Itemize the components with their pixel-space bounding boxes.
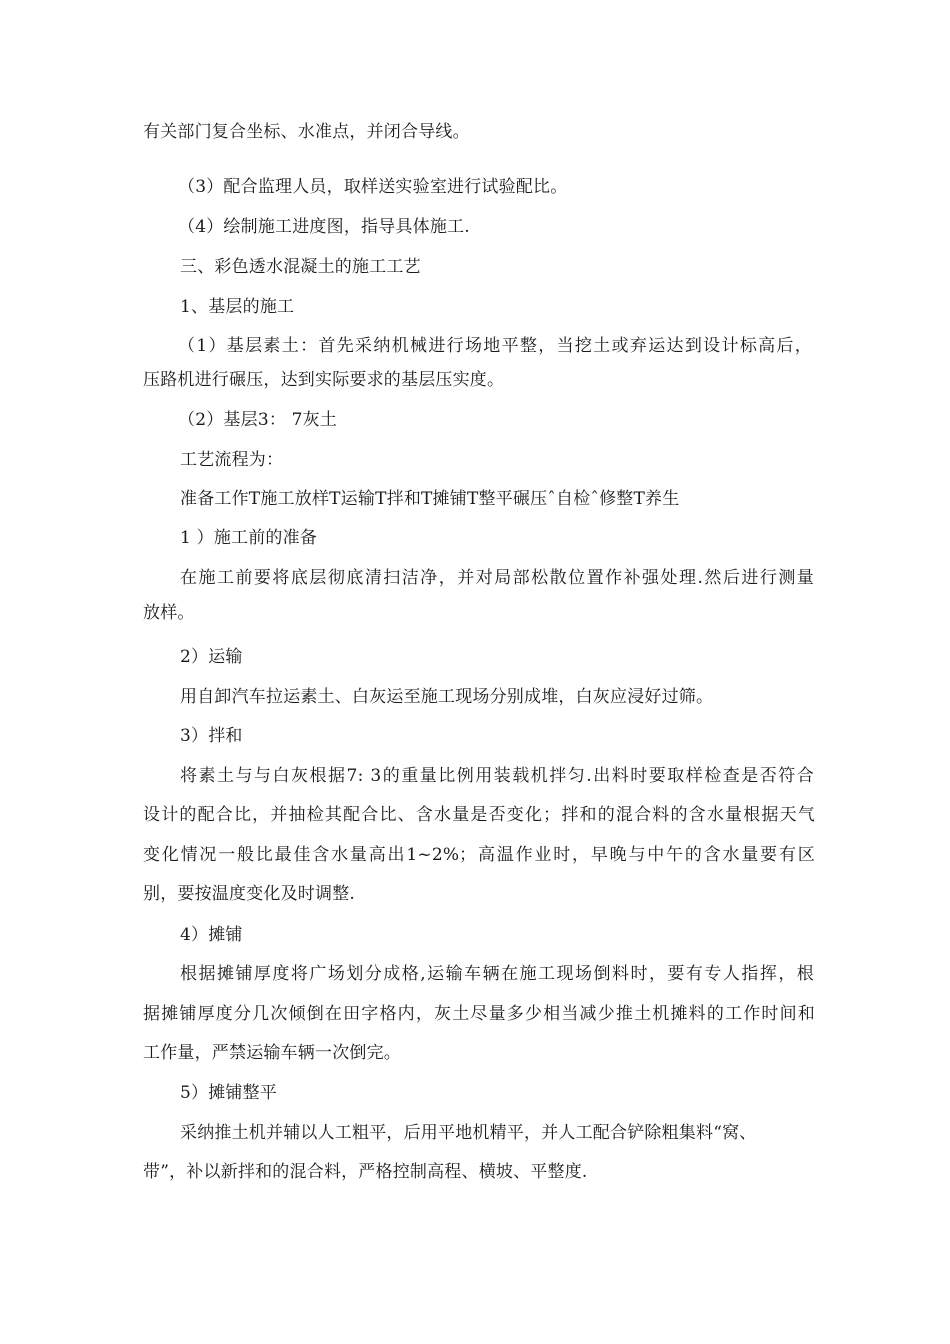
step-heading: 3）拌和 bbox=[180, 726, 243, 746]
step-heading: 5）摊铺整平 bbox=[180, 1083, 278, 1103]
paragraph-line: （1）基层素土：首先采纳机械进行场地平整，当挖土或弃运达到设计标高后， bbox=[178, 336, 812, 356]
paragraph-line: 用自卸汽车拉运素土、白灰运至施工现场分别成堆，白灰应浸好过筛。 bbox=[180, 687, 714, 707]
paragraph-line: 工艺流程为： bbox=[180, 450, 284, 470]
paragraph-line: 放样。 bbox=[143, 603, 195, 623]
paragraph-line: 有关部门复合坐标、水准点，并闭合导线。 bbox=[143, 122, 470, 142]
paragraph-line: （4）绘制施工进度图，指导具体施工. bbox=[178, 217, 470, 237]
paragraph-line: 采纳推土机并辅以人工粗平，后用平地机精平，并人工配合铲除粗集料“窝、 bbox=[180, 1123, 757, 1143]
paragraph-line: 在施工前要将底层彻底清扫洁净，并对局部松散位置作补强处理.然后进行测量 bbox=[180, 568, 814, 588]
subsection-heading: 1、基层的施工 bbox=[180, 297, 295, 317]
paragraph-line: 别，要按温度变化及时调整. bbox=[143, 884, 356, 904]
process-flow-line: 准备工作T施工放样T运输T拌和T摊铺T整平碾压ˆ自检ˆ修整T养生 bbox=[180, 489, 680, 509]
paragraph-line: （2）基层3： 7灰土 bbox=[178, 410, 338, 430]
paragraph-line: 根据摊铺厚度将广场划分成格,运输车辆在施工现场倒料时，要有专人指挥，根 bbox=[180, 964, 814, 984]
paragraph-line: 据摊铺厚度分几次倾倒在田字格内，灰土尽量多少相当减少推土机摊料的工作时间和 bbox=[143, 1004, 815, 1024]
paragraph-line: 变化情况一般比最佳含水量高出1~2%；高温作业时，早晚与中午的含水量要有区 bbox=[143, 845, 815, 865]
step-heading: 1 ）施工前的准备 bbox=[180, 528, 318, 548]
paragraph-line: 带”，补以新拌和的混合料，严格控制高程、横坡、平整度. bbox=[143, 1162, 588, 1182]
paragraph-line: 工作量，严禁运输车辆一次倒完。 bbox=[143, 1043, 401, 1063]
paragraph-line: 将素土与与白灰根据7: 3的重量比例用装载机拌匀.出料时要取样检查是否符合 bbox=[180, 766, 814, 786]
paragraph-line: 压路机进行碾压，达到实际要求的基层压实度。 bbox=[143, 370, 505, 390]
step-heading: 2）运输 bbox=[180, 647, 243, 667]
paragraph-line: 设计的配合比，并抽检其配合比、含水量是否变化；拌和的混合料的含水量根据天气 bbox=[143, 805, 815, 825]
section-heading: 三、彩色透水混凝土的施工工艺 bbox=[180, 257, 421, 277]
step-heading: 4）摊铺 bbox=[180, 925, 243, 945]
paragraph-line: （3）配合监理人员，取样送实验室进行试验配比。 bbox=[178, 177, 568, 197]
